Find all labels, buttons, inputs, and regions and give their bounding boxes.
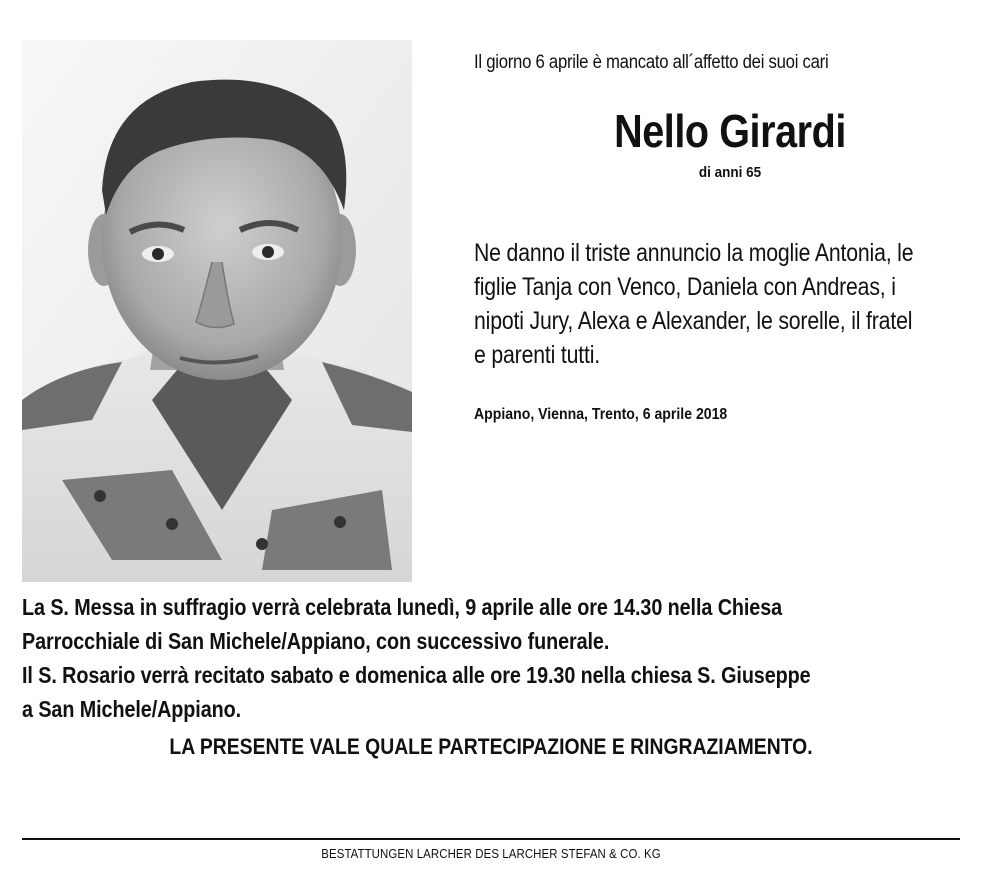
deceased-age: di anni 65 [698,164,762,181]
footer-divider [22,838,960,840]
mass-line: Il S. Rosario verrà recitato sabato e domenica alle ore 19.30 nella chiesa S. Giuseppe [22,662,811,688]
mass-line: a San Michele/Appiano. [22,696,242,722]
mass-details [22,590,982,726]
announcement-line: figlie Tanja con Venco, Daniela con Andreas, i [474,273,896,301]
announcement-line: nipoti Jury, Alexa e Alexander, le sorelle, il fratel [474,307,913,335]
funeral-home-credit: BESTATTUNGEN LARCHER DES LARCHER STEFAN & CO. KG [321,846,661,861]
mass-line: La S. Messa in suffragio verrà celebrata lunedì, 9 aprile alle ore 14.30 nella Chiesa [22,594,783,620]
mass-line: Parrocchiale di San Michele/Appiano, con successivo funerale. [22,628,610,654]
announcement-line: e parenti tutti. [474,341,601,369]
portrait-photo-graphic [22,40,412,582]
announcement-line: Ne danno il triste annuncio la moglie Antonia, le [474,239,914,267]
closing-statement: LA PRESENTE VALE QUALE PARTECIPAZIONE E RINGRAZIAMENTO. [169,734,813,759]
intro-text: Il giorno 6 aprile è mancato all´affetto dei suoi cari [474,52,829,73]
portrait-photo [22,40,412,582]
deceased-name: Nello Girardi [614,105,846,157]
place-and-date: Appiano, Vienna, Trento, 6 aprile 2018 [474,406,728,423]
family-announcement [474,236,960,372]
